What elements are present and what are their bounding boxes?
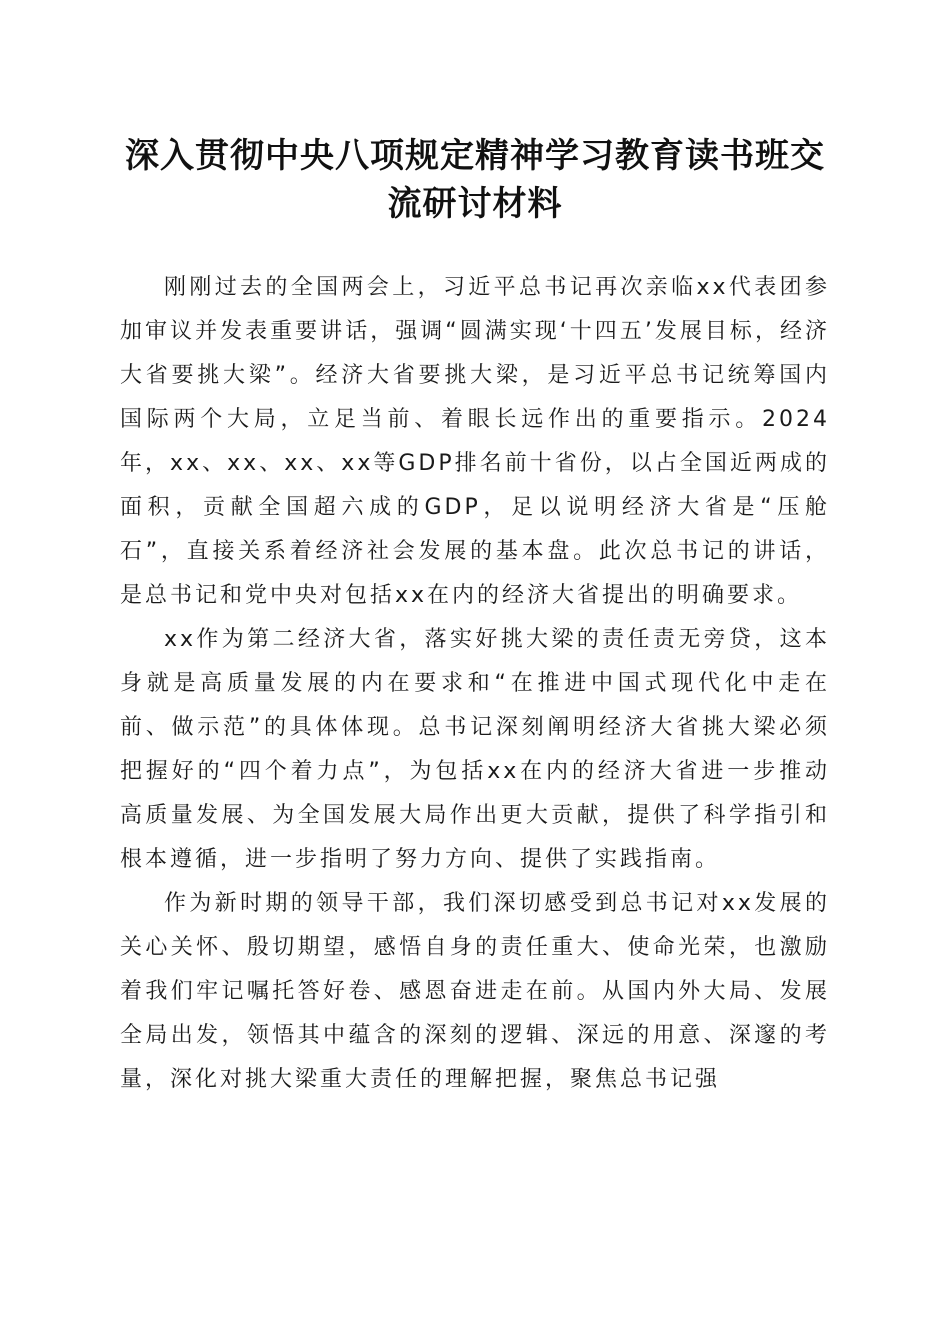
paragraph-1: 刚刚过去的全国两会上，习近平总书记再次亲临xx代表团参加审议并发表重要讲话，强调“圆满实现‘十四五’发展目标，经济大省要挑大梁”。经济大省要挑大梁，是习近平总书记统筹国内国际两个大局，立足当前、着眼长远作出的重要指示。2024年，xx、xx、xx、xx等GDP排名前十省份，以占全国近两成的面积，贡献全国超六成的GDP，足以说明经济大省是“压舱石”，直接关系着经济社会发展的基本盘。此次总书记的讲话，是总书记和党中央对包括xx在内的经济大省提出的明确要求。 — [120, 275, 830, 608]
document-title: 深入贯彻中央八项规定精神学习教育读书班交流研讨材料 — [125, 136, 825, 224]
paragraph-3: 作为新时期的领导干部，我们深切感受到总书记对xx发展的关心关怀、殷切期望，感悟自身的责任重大、使命光荣，也激励着我们牢记嘱托答好卷、感恩奋进走在前。从国内外大局、发展全局出发，领悟其中蕴含的深刻的逻辑、深远的用意、深邃的考量，深化对挑大梁重大责任的理解把握，聚焦总书记强 — [120, 891, 830, 1092]
document-body — [120, 266, 830, 1102]
paragraph-2: xx作为第二经济大省，落实好挑大梁的责任责无旁贷，这本身就是高质量发展的内在要求和“在推进中国式现代化中走在前、做示范”的具体体现。总书记深刻阐明经济大省挑大梁必须把握好的“四个着力点”，为包括xx在内的经济大省进一步推动高质量发展、为全国发展大局作出更大贡献，提供了科学指引和根本遵循，进一步指明了努力方向、提供了实践指南。 — [120, 627, 830, 872]
